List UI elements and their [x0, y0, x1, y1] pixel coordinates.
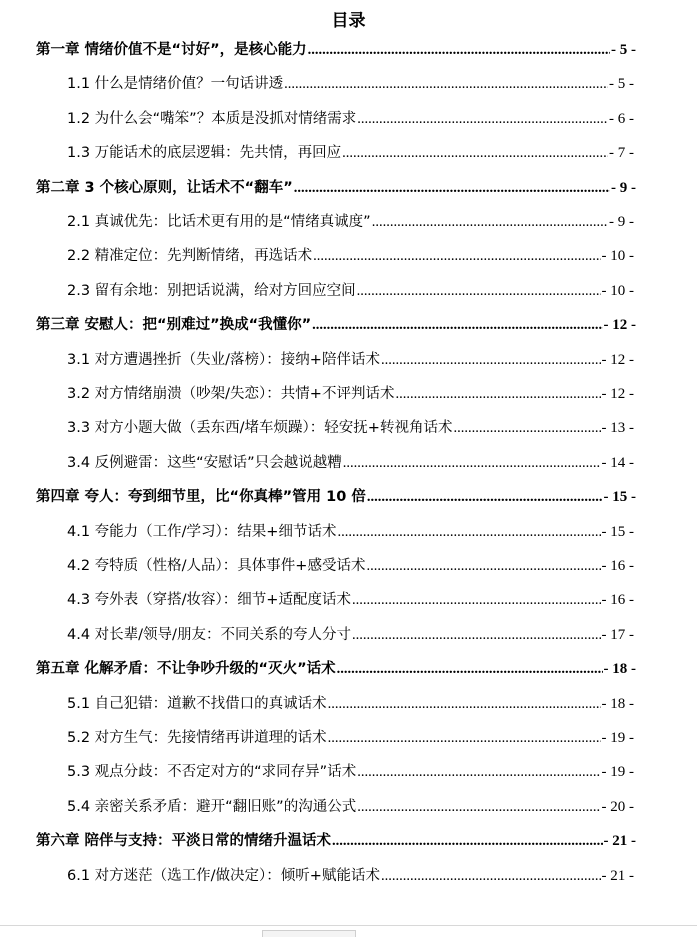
toc-page-number: - 15 - — [601, 523, 634, 540]
dot-leader — [352, 624, 601, 646]
toc-section-entry[interactable] — [67, 211, 634, 233]
toc-section-entry[interactable] — [67, 555, 634, 577]
toc-section-entry[interactable] — [67, 280, 634, 302]
toc-section-entry[interactable] — [67, 865, 634, 887]
toc-section-entry[interactable] — [67, 624, 634, 646]
toc-entry-title: 6.1 对方迷茫（选工作/做决定）：倾听+赋能话术 — [67, 867, 380, 884]
toc-page-number: - 9 - — [609, 214, 634, 230]
toc-section-entry[interactable] — [67, 452, 634, 474]
toc-entry-title: 3.1 对方遭遇挫折（失业/落榜）：接纳+陪伴话术 — [67, 351, 380, 368]
toc-section-entry[interactable] — [67, 727, 634, 749]
toc-chapter-entry[interactable] — [36, 830, 636, 852]
dot-leader — [284, 73, 608, 95]
toc-title: 目录 — [331, 11, 366, 31]
dot-leader — [357, 108, 608, 130]
toc-entry-title: 5.1 自己犯错：道歉不找借口的真诚话术 — [67, 695, 327, 712]
toc-page-number: - 5 - — [609, 76, 634, 93]
toc-page-number: - 12 - — [601, 351, 634, 368]
toc-entry-title: 3.2 对方情绪崩溃（吵架/失恋）：共情+不评判话术 — [67, 386, 395, 402]
dot-leader — [367, 486, 603, 508]
toc-section-entry[interactable] — [67, 108, 634, 130]
toc-page-number: - 15 - — [603, 489, 636, 506]
toc-page-number: - 19 - — [601, 764, 634, 781]
dot-leader — [332, 830, 602, 852]
toc-entry-title: 4.1 夸能力（工作/学习）：结果+细节话术 — [67, 523, 337, 540]
toc-entry-title: 1.1 什么是情绪价值？一句话讲透 — [67, 76, 284, 93]
toc-entry-title: 2.3 留有余地：别把话说满，给对方回应空间 — [67, 282, 356, 299]
toc-entry-title: 第五章 化解矛盾：不让争吵升级的“灭火”话术 — [36, 661, 336, 678]
dot-leader — [372, 211, 608, 233]
toc-page-number: - 14 - — [601, 454, 634, 471]
toc-page-number: - 18 - — [601, 695, 634, 712]
toc-entry-title: 第六章 陪伴与支持：平淡日常的情绪升温话术 — [36, 833, 332, 850]
toc-page-number: - 19 - — [601, 730, 634, 746]
toc-page-number: - 12 - — [603, 317, 636, 334]
toc-entry-title: 3.3 对方小题大做（丢东西/堵车烦躁）：轻安抚+转视角话术 — [67, 420, 453, 437]
toc-entry-title: 4.3 夸外表（穿搭/妆容）：细节+适配度话术 — [67, 592, 351, 609]
toc-page-number: - 16 - — [601, 558, 634, 574]
toc-entry-title: 第二章 3 个核心原则，让话术不“翻车” — [36, 179, 293, 196]
toc-entry-title: 2.1 真诚优先：比话术更有用的是“情绪真诚度” — [67, 214, 371, 230]
toc-section-entry[interactable] — [67, 417, 634, 439]
dot-leader — [395, 383, 600, 405]
toc-page-number: - 21 - — [603, 833, 636, 850]
toc-section-entry[interactable] — [67, 521, 634, 543]
toc-entry-title: 第四章 夸人：夸到细节里，比“你真棒”管用 10 倍 — [36, 489, 366, 506]
toc-section-entry[interactable] — [67, 73, 634, 95]
toc-entry-title: 5.2 对方生气：先接情绪再讲道理的话术 — [67, 730, 327, 746]
dot-leader — [357, 280, 601, 302]
toc-section-entry[interactable] — [67, 349, 634, 371]
toc-page-number: - 12 - — [601, 386, 634, 402]
toc-chapter-entry[interactable] — [36, 39, 636, 61]
toc-page-number: - 17 - — [601, 626, 634, 643]
toc-page-number: - 9 - — [611, 179, 636, 196]
page-scroll-tab[interactable] — [262, 930, 356, 937]
toc-page-number: - 6 - — [609, 110, 634, 127]
toc-section-entry[interactable] — [67, 383, 634, 405]
toc-chapter-entry[interactable] — [36, 486, 636, 508]
dot-leader — [453, 417, 600, 439]
dot-leader — [308, 39, 610, 61]
toc-section-entry[interactable] — [67, 142, 634, 164]
toc-chapter-entry[interactable] — [36, 314, 636, 336]
toc-section-entry[interactable] — [67, 693, 634, 715]
dot-leader — [328, 727, 601, 749]
dot-leader — [343, 452, 601, 474]
dot-leader — [357, 761, 600, 783]
toc-page-number: - 10 - — [601, 282, 634, 299]
dot-leader — [366, 555, 600, 577]
toc-entry-title: 第一章 情绪价值不是“讨好”，是核心能力 — [36, 42, 307, 58]
toc-entry-title: 4.4 对长辈/领导/朋友：不同关系的夸人分寸 — [67, 626, 351, 643]
toc-page-number: - 21 - — [601, 867, 634, 884]
toc-entry-title: 3.4 反例避雷：这些“安慰话”只会越说越糟 — [67, 454, 342, 471]
toc-chapter-entry[interactable] — [36, 658, 636, 680]
toc-chapter-entry[interactable] — [36, 177, 636, 199]
toc-page-number: - 7 - — [609, 145, 634, 162]
toc-page-number: - 13 - — [601, 420, 634, 437]
dot-leader — [381, 349, 601, 371]
toc-entry-title: 2.2 精准定位：先判断情绪，再选话术 — [67, 248, 313, 265]
toc-section-entry[interactable] — [67, 796, 634, 818]
toc-entry-title: 1.2 为什么会“嘴笨”？本质是没抓对情绪需求 — [67, 110, 357, 127]
toc-page-number: - 5 - — [611, 42, 636, 58]
dot-leader — [337, 521, 600, 543]
toc-page-number: - 16 - — [601, 592, 634, 609]
dot-leader — [328, 693, 601, 715]
toc-entry-title: 5.3 观点分歧：不否定对方的“求同存异”话术 — [67, 764, 357, 781]
toc-page-number: - 20 - — [601, 798, 634, 815]
toc-page-number: - 18 - — [603, 661, 636, 678]
toc-section-entry[interactable] — [67, 589, 634, 611]
dot-leader — [294, 177, 610, 199]
toc-entry-title: 4.2 夸特质（性格/人品）：具体事件+感受话术 — [67, 558, 366, 574]
dot-leader — [313, 245, 600, 267]
dot-leader — [357, 796, 600, 818]
dot-leader — [337, 658, 603, 680]
dot-leader — [352, 589, 601, 611]
toc-entry-title: 第三章 安慰人：把“别难过”换成“我懂你” — [36, 317, 312, 334]
toc-page-number: - 10 - — [601, 248, 634, 265]
toc-section-entry[interactable] — [67, 245, 634, 267]
toc-entry-title: 1.3 万能话术的底层逻辑：先共情，再回应 — [67, 145, 342, 162]
page-bottom-divider — [0, 925, 697, 926]
dot-leader — [312, 314, 602, 336]
toc-entry-title: 5.4 亲密关系矛盾：避开“翻旧账”的沟通公式 — [67, 798, 357, 815]
toc-section-entry[interactable] — [67, 761, 634, 783]
dot-leader — [342, 142, 608, 164]
dot-leader — [381, 865, 601, 887]
